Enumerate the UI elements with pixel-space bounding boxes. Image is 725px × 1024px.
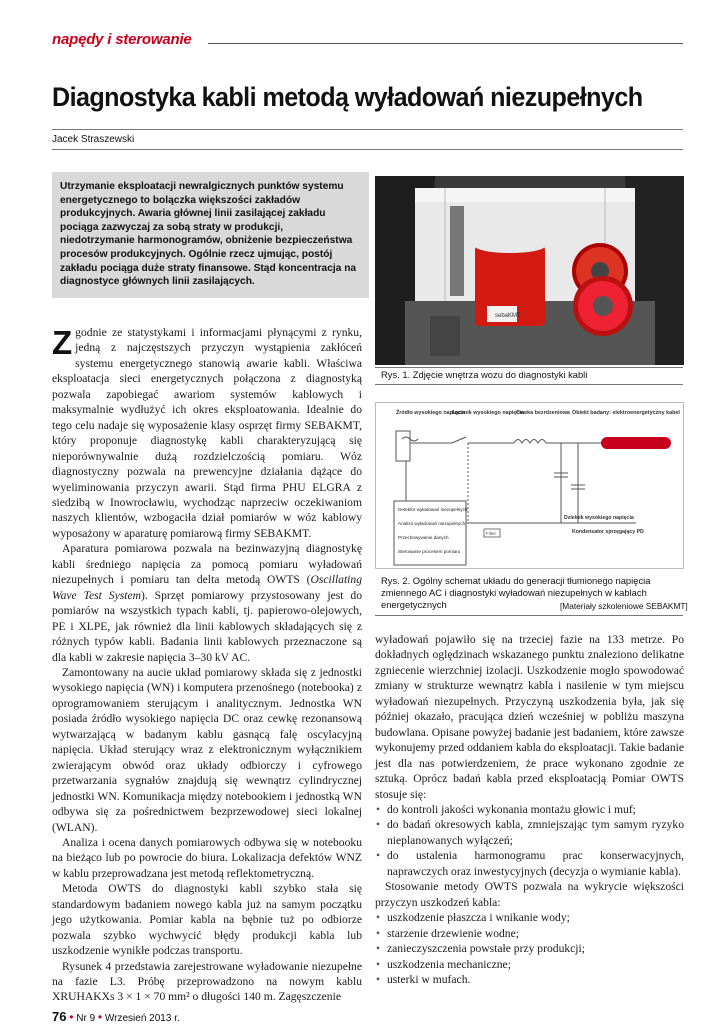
- label-divider: Dzielnik wysokiego napięcia: [564, 515, 634, 521]
- page-number: 76: [52, 1009, 67, 1024]
- photo-illustration: [375, 176, 684, 365]
- label-test-object: Obiekt badany: elektroenergetyczny kabel: [572, 410, 680, 416]
- issue-number: Nr 9: [76, 1013, 96, 1024]
- figure1-rule: [375, 367, 683, 368]
- list-item: • starzenie drzewienie wodne;: [375, 926, 684, 941]
- svg-text:Cewka bezrdzeniowa: [516, 410, 571, 416]
- figure2-caption: Rys. 2. Ogólny schemat układu do generacji tłumionego napięcia zmiennego AC i diagnostyki wyładowań niezupełnych w kablach energetycznych: [381, 575, 651, 610]
- article-title: Diagnostyka kabli metodą wyładowań niezupełnych: [52, 82, 643, 112]
- list-item: • do ustalenia harmonogramu prac konserwacyjnych, naprawczych oraz inwestycyjnych (decyzja o wymianie kabla).: [375, 848, 684, 879]
- label-source-hv: Źródło wysokiego napięcia: [396, 410, 465, 416]
- list-item: • do badań okresowych kabla, zmniejszając tym samym ryzyko nieplanowanych wyłączeń;: [375, 817, 684, 848]
- label-hv-switch: Łącznik wysokiego napięcia: [452, 410, 524, 416]
- dropcap: Z: [52, 324, 73, 361]
- list-item: • do kontroli jakości wykonania montażu głowic i muf;: [375, 802, 684, 817]
- label-air-coil: Cewka bezrdzeniowa: [516, 410, 570, 416]
- left-column: [52, 325, 362, 1005]
- author-rule: [52, 149, 683, 150]
- list-item: • zanieczyszczenia powstałe przy produkcji;: [375, 941, 684, 956]
- list-item: • uszkodzenia mechaniczne;: [375, 957, 684, 972]
- right-column: [375, 632, 684, 987]
- paragraph: Zamontowany na aucie układ pomiarowy składa się z jednostki wysokiego napięcia (WN) i komputera przenośnego (notebooka) z oprogramowaniem sterującym i analitycznym. Jednostka WN posiada źródło wysokiego napięcia DC oraz cewkę rezonansową wytwarzającą w badanym kablu gasnącą falę oscylacyjną napięcia. Układ sterujący wraz z elektronicznym wyłącznikiem zwierającym obwód oraz układy odbiorczy i cyfrowego przetwarzania sygnałów znajdują się wewnątrz cylindrycznej jednostki WN. Komunikacja między notebookiem i jednostką WN odbywa się za pośrednictwem bezprzewodowej sieci lokalnej (WLAN).: [52, 665, 362, 834]
- page-footer: 76 • Nr 9 • Wrzesień 2013 r.: [52, 1009, 180, 1024]
- paragraph: Rysunek 4 przedstawia zarejestrowane wyładowanie niezupełne na fazie L3. Próbę przeprowadzono na nowym kablu XRUHAKXs 3 × 1 × 70 mm² o długości 140 m. Zagęszczenie: [52, 959, 362, 1004]
- label-control: Sterowanie procesem pomiaru: [398, 549, 461, 554]
- paragraph: Stosowanie metody OWTS pozwala na wykrycie większości przyczyn uszkodzeń kabla:: [375, 880, 684, 909]
- svg-text:Łącznik wysokiego napięcia: [452, 410, 525, 416]
- section-label: napędy i sterowanie: [52, 31, 192, 48]
- list-item: • uszkodzenie płaszcza i wnikanie wody;: [375, 910, 684, 925]
- author: Jacek Straszewski: [52, 134, 135, 145]
- paragraph: Metoda OWTS do diagnostyki kabli szybko stała się standardowym badaniem nowego kabla już na samym początku jego użytkowania. Pomiar kabla na bębnie tuż po odbiorze pozwala szybko wychwycić błędy produkcji kabla lub uszkodzenie wynikłe podczas transportu.: [52, 882, 362, 958]
- paragraph: Zgodnie ze statystykami i informacjami płynącymi z rynku, jedną z najczęstszych przyczyn wystąpienia zakłóceń systemu energetycznego stanowią awarie kabli. Właściwa eksploatacja sieci energetycznych połączona z diagnostyką pozwala zapobiegać awariom systemów kablowych i maksymalnie wydłużyć ich okres eksploatowania. Idealnie do tego celu nadaje się wyposażenie klasy osprzęt firmy SEBAKMT, który proponuje diagnostykę kabli charakteryzującą się nieporównywalnie dużą rozdzielczością pomiaru. Wóz diagnostyczny pozwala na prewencyjne działania dążące do wyeliminowania przyczyn awarii. Stąd firma PHU ELGRA z siedzibą w Inowrocławiu, wychodząc naprzeciw oczekiwaniom naszych klientów, wzbogaciła dział pomiarów w wóz kablowy wyposażony w aparaturę pomiarową firmy SEBAKMT.: [52, 324, 362, 540]
- paragraph: wyładowań pojawiło się na trzeciej fazie na 133 metrze. Po dokładnych oględzinach wskazanego punktu znaleziono delikatne zgniecenie wierzchniej izolacji. Uszkodzenie mogło spowodować zmiany w strukturze wewnątrz kabla i nasilenie w tym miejscu wyładowań niezupełnych. Przyczyną uszkodzenia była, jak się później okazało, pracująca dzień wcześniej w pobliżu maszyna budowlana. Opisane powyżej badanie jest badaniem, które zawsze wykonujemy przed oddaniem kabla do eksploatacji. Takie badanie jest dla nas potwierdzeniem, że prace wykonano zgodnie ze sztuką. Oprócz badań kabla przed eksploatacją Pomiar OWTS stosuje się:: [375, 633, 684, 801]
- schematic-diagram: [375, 402, 684, 569]
- header-rule: [208, 43, 683, 44]
- usage-list: [375, 802, 684, 879]
- lead-box: Utrzymanie eksploatacji newralgicznych punktów systemu energetycznego to bolączka większości zakładów produkcyjnych. Awaria głównej linii zasilającej zakładu pociąga zazwyczaj za sobą straty w produkcji, niedotrzymanie harmonogramów, obniżenie bezpieczeństwa procesów produkcyjnych. Ogólnie rzecz ujmując, postój zakładu pociąga duże straty finansowe. Stąd koncentracja na diagnostyce głównych linii zasilających.: [52, 172, 369, 298]
- figure1-bottom-rule: [375, 384, 683, 385]
- schematic-svg: [376, 403, 683, 568]
- paragraph: Aparatura pomiarowa pozwala na bezinwazyjną diagnostykę kabli średniego napięcia za pomocą pomiaru wyładowań niezupełnych i pomiaru tan delta metodą OWTS (Oscillating Wave Test System). Sprzęt pomiarowy przystosowany jest do pomiarów na wszystkich typach kabli, tj. papierowo-olejowych, PE i XLPE, jak również dla linii kablowych składających się z różnych typów kabli. Badania linii kablowych przeznaczone są dla kabli w zakresie napięcia 3–30 kV AC.: [52, 542, 363, 664]
- issue-date: Wrzesień 2013 r.: [104, 1013, 180, 1024]
- label-filter: Filter: [486, 531, 496, 536]
- damage-causes-list: [375, 910, 684, 987]
- label-analysis: Analiza wyładowań niezupełnych: [398, 521, 466, 526]
- label-coupling-cap: Kondensator sprzęgający PD: [572, 529, 644, 535]
- figure2-source: [Materiały szkoleniowe SEBAKMT]: [560, 601, 688, 611]
- figure1-caption: Rys. 1. Zdjęcie wnętrza wozu do diagnostyki kabli: [381, 369, 588, 380]
- label-pd-detector: Detektor wyładowań niezupełnych: [398, 507, 468, 512]
- list-item: • usterki w mufach.: [375, 972, 684, 987]
- figure2-rule: [375, 615, 683, 616]
- label-processing: Przechowywanie danych: [398, 535, 449, 540]
- title-rule: [52, 129, 683, 130]
- van-interior-photo: [375, 176, 684, 365]
- photo-label: sebaKMT: [495, 313, 521, 319]
- paragraph: Analiza i ocena danych pomiarowych odbywa się w notebooku na bieżąco lub po powrocie do biura. Lokalizacja defektów WNZ w kablu przeprowadzana jest metodą reflektometryczną.: [52, 835, 362, 880]
